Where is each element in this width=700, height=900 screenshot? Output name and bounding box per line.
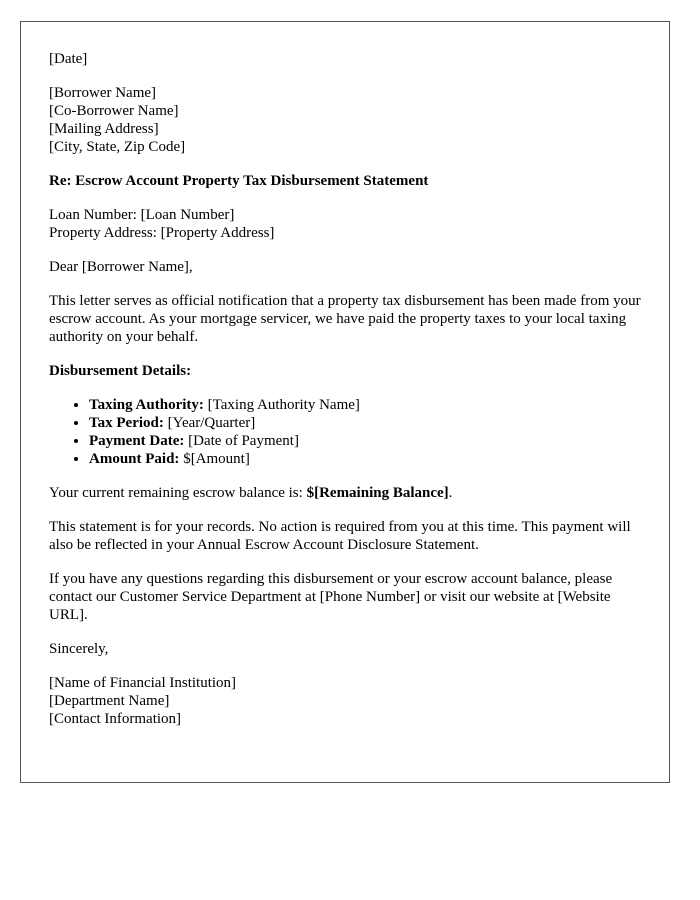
detail-value: [Date of Payment]	[188, 433, 299, 449]
signature-block	[49, 674, 649, 728]
records-paragraph: This statement is for your records. No action is required from you at this time. This payment will also be reflected in your Annual Escrow Account Disclosure Statement.	[49, 519, 631, 553]
balance-value: $[Remaining Balance]	[306, 485, 449, 501]
detail-label: Payment Date:	[89, 433, 185, 449]
detail-value: [Year/Quarter]	[167, 415, 256, 431]
property-address-line	[49, 224, 649, 242]
salutation: Dear [Borrower Name],	[49, 259, 193, 275]
closing: Sincerely,	[49, 641, 109, 657]
detail-value: [Taxing Authority Name]	[207, 397, 360, 413]
institution-name: [Name of Financial Institution]	[49, 675, 237, 691]
intro-paragraph: This letter serves as official notification that a property tax disbursement has been made from your escrow account. As your mortgage servicer, we have paid the property taxes to your local taxing authority on your behalf.	[49, 293, 641, 345]
recipient-block	[49, 84, 649, 156]
letter-date: [Date]	[49, 51, 88, 67]
detail-payment-date	[89, 432, 649, 450]
letter	[20, 21, 670, 783]
city-state-zip: [City, State, Zip Code]	[49, 139, 186, 155]
department-name: [Department Name]	[49, 693, 170, 709]
details-heading: Disbursement Details:	[49, 363, 192, 379]
detail-taxing-authority	[89, 396, 649, 414]
loan-info-block	[49, 206, 649, 242]
detail-tax-period	[89, 414, 649, 432]
details-list	[49, 396, 649, 468]
detail-label: Taxing Authority:	[89, 397, 204, 413]
loan-number-value: [Loan Number]	[140, 207, 235, 223]
co-borrower-name: [Co-Borrower Name]	[49, 103, 179, 119]
mailing-address: [Mailing Address]	[49, 121, 159, 137]
loan-number-label: Loan Number:	[49, 207, 137, 223]
loan-number-line	[49, 206, 649, 224]
property-address-label: Property Address:	[49, 225, 157, 241]
property-address-value: [Property Address]	[160, 225, 275, 241]
borrower-name: [Borrower Name]	[49, 85, 157, 101]
contact-information: [Contact Information]	[49, 711, 182, 727]
subject-line: Re: Escrow Account Property Tax Disbursement Statement	[49, 173, 429, 189]
detail-value: $[Amount]	[183, 451, 250, 467]
balance-suffix: .	[448, 485, 453, 501]
detail-label: Amount Paid:	[89, 451, 180, 467]
detail-label: Tax Period:	[89, 415, 164, 431]
balance-prefix: Your current remaining escrow balance is:	[49, 485, 303, 501]
questions-paragraph: If you have any questions regarding this disbursement or your escrow account balance, please contact our Customer Service Department at [Phone Number] or visit our website at [Website URL].	[49, 571, 613, 623]
detail-amount-paid	[89, 450, 649, 468]
balance-line	[49, 484, 649, 502]
